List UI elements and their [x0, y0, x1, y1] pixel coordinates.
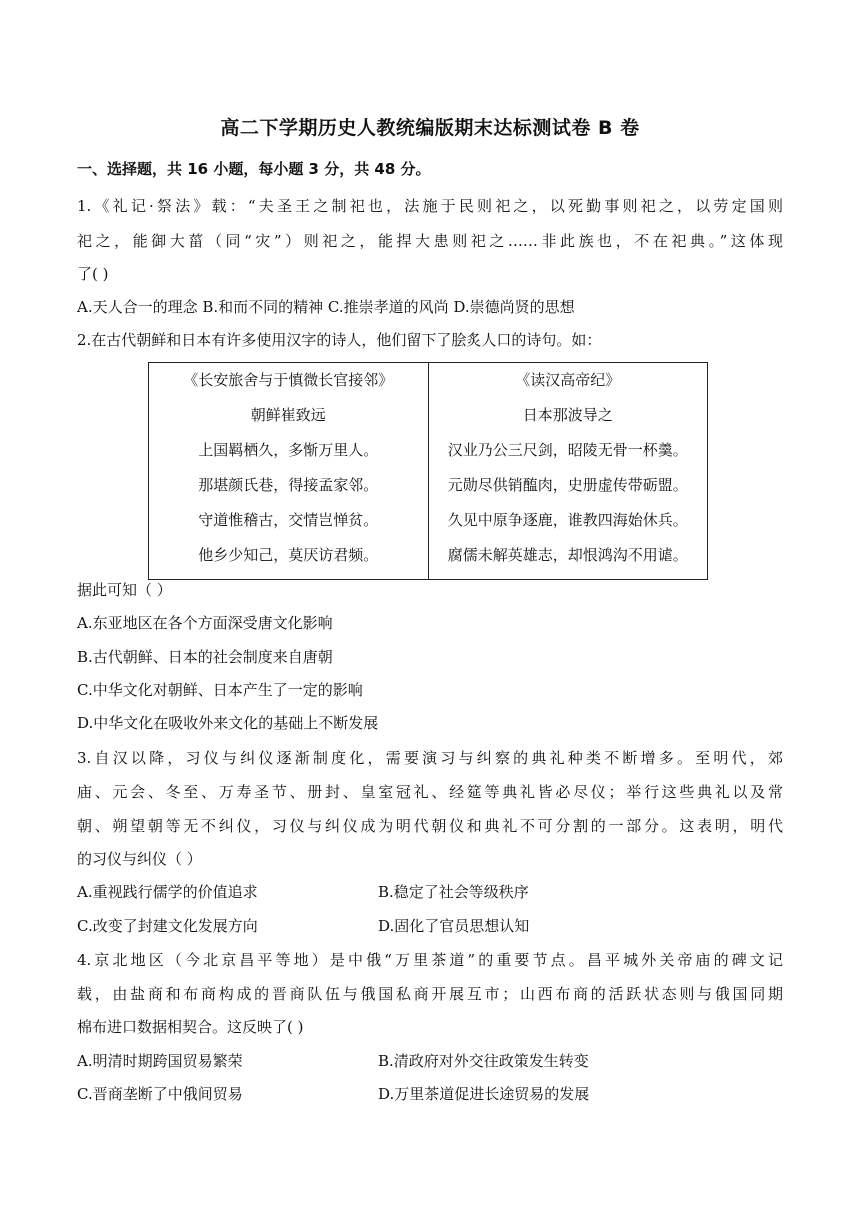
exam-title: 高二下学期历史人教统编版期末达标测试卷 B 卷 — [220, 117, 640, 139]
poem-right-line: 久见中原争逐鹿，谁教四海始休兵。 — [447, 511, 688, 529]
poem-right-title: 《读汉高帝纪》 — [515, 371, 621, 389]
q4-line-2: 载，由盐商和布商构成的晋商队伍与俄国私商开展互市；山西布商的活跃状态则与俄国同期 — [77, 985, 783, 1003]
q1-options: A.天人合一的理念 B.和而不同的精神 C.推崇孝道的风尚 D.崇德尚贤的思想 — [77, 298, 575, 316]
poem-right-author: 日本那波导之 — [522, 406, 613, 424]
q4-line-3: 棉布进口数据相契合。这反映了( ) — [77, 1018, 304, 1036]
q4-option-c: C.晋商垄断了中俄间贸易 — [77, 1085, 243, 1103]
q3-option-b: B.稳定了社会等级秩序 — [378, 883, 529, 901]
poem-left — [149, 363, 429, 580]
poem-left-line: 守道惟稽古，交情岂惮贫。 — [198, 511, 379, 529]
poem-right-line: 腐儒未解英雄志，却恨鸿沟不用谑。 — [447, 546, 688, 564]
poem-table — [148, 362, 708, 580]
q3-option-c: C.改变了封建文化发展方向 — [77, 917, 258, 935]
q3-line-2: 庙、元会、冬至、万寿圣节、册封、皇室冠礼、经筵等典礼皆必尽仪；举行这些典礼以及常 — [77, 783, 783, 801]
poem-right-line: 元勋尽供销醢肉，史册虚传带砺盟。 — [447, 476, 688, 494]
q2-stem: 2.在古代朝鲜和日本有许多使用汉字的诗人，他们留下了脍炙人口的诗句。如： — [77, 331, 602, 349]
q4-option-d: D.万里茶道促进长途贸易的发展 — [378, 1085, 590, 1103]
q2-option-a: A.东亚地区在各个方面深受唐文化影响 — [77, 614, 333, 632]
poem-left-title: 《长安旅舍与于慎微长官接邻》 — [183, 371, 394, 389]
q4-option-b: B.清政府对外交往政策发生转变 — [378, 1052, 589, 1070]
q4-option-a: A.明清时期跨国贸易繁荣 — [77, 1052, 243, 1070]
q4-line-1: 4.京北地区（今北京昌平等地）是中俄“万里茶道”的重要节点。昌平城外关帝庙的碑文记 — [77, 951, 783, 969]
poem-left-author: 朝鲜崔致远 — [250, 406, 326, 424]
q2-option-d: D.中华文化在吸收外来文化的基础上不断发展 — [77, 714, 379, 732]
q3-option-a: A.重视践行儒学的价值追求 — [77, 883, 258, 901]
q1-line-3: 了( ) — [77, 265, 109, 283]
q3-line-1: 3.自汉以降，习仪与纠仪逐渐制度化，需要演习与纠察的典礼种类不断增多。至明代，郊 — [77, 749, 783, 767]
poem-left-line: 上国羁栖久，多惭万里人。 — [198, 441, 379, 459]
q2-option-c: C.中华文化对朝鲜、日本产生了一定的影响 — [77, 681, 363, 699]
q3-line-3: 朝、朔望朝等无不纠仪，习仪与纠仪成为明代朝仪和典礼不可分割的一部分。这表明，明代 — [77, 817, 783, 835]
q2-option-b: B.古代朝鲜、日本的社会制度来自唐朝 — [77, 648, 333, 666]
poem-left-line: 那堪颜氏巷，得接孟家邻。 — [198, 476, 379, 494]
poem-right — [428, 363, 708, 580]
poem-right-line: 汉业乃公三尺剑，昭陵无骨一杯羹。 — [447, 441, 688, 459]
q3-line-4: 的习仪与纠仪（ ） — [77, 850, 202, 868]
section-heading: 一、选择题，共 16 小题，每小题 3 分，共 48 分。 — [77, 160, 431, 178]
q1-line-2: 祀之，能御大菑（同“灾”）则祀之，能捍大患则祀之……非此族也，不在祀典。”这体现 — [77, 232, 783, 250]
q2-ask: 据此可知（ ） — [77, 581, 172, 599]
poem-left-line: 他乡少知己，莫厌访君频。 — [198, 546, 379, 564]
q3-option-d: D.固化了官员思想认知 — [378, 917, 530, 935]
q1-line-1: 1.《礼记·祭法》载：“夫圣王之制祀也，法施于民则祀之，以死勤事则祀之，以劳定国则 — [77, 197, 783, 215]
